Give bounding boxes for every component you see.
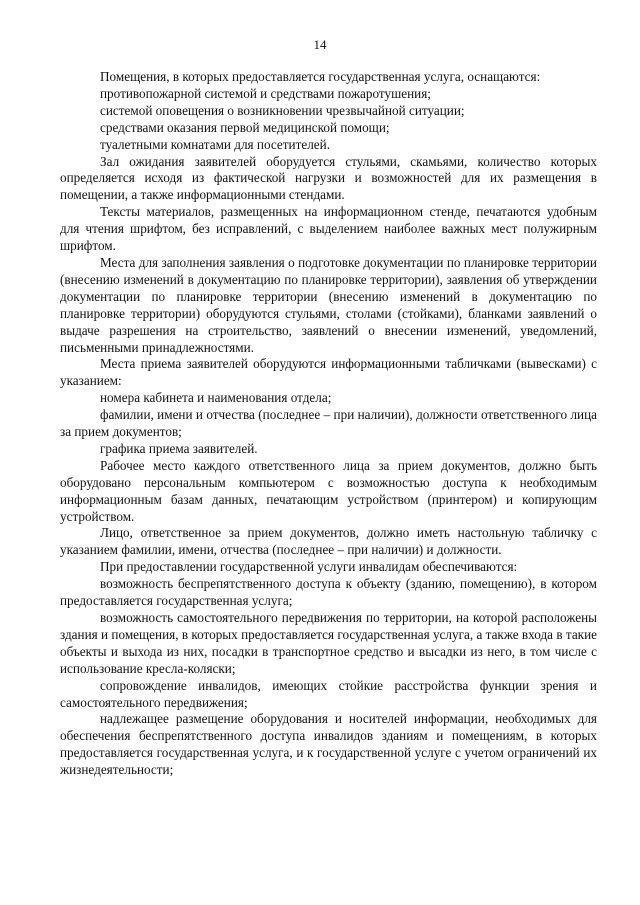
list-item: противопожарной системой и средствами пожаротушения; <box>100 85 431 101</box>
paragraph: Тексты материалов, размещенных на информационном стенде, печатаются удобным для чтения шрифтом, без исправлений, с выделением наиболее важных мест полужирным шрифтом. <box>60 204 597 254</box>
list-item: номера кабинета и наименования отдела; <box>100 390 332 406</box>
paragraph: Лицо, ответственное за прием документов, должно иметь настольную табличку с указанием фамилии, имени, отчества (последнее – при наличии) и должности. <box>60 525 597 558</box>
page-number: 14 <box>313 37 327 52</box>
list-item: графика приема заявителей. <box>100 440 258 456</box>
paragraph: Зал ожидания заявителей оборудуется стульями, скамьями, количество которых определяется исходя из фактической нагрузки и возможностей для их размещения в помещении, а также информационными стендами. <box>60 153 597 203</box>
paragraph: Места приема заявителей оборудуются информационными табличками (вывесками) с указанием: <box>60 356 597 389</box>
paragraph: Помещения, в которых предоставляется государственная услуга, оснащаются: <box>100 69 541 84</box>
paragraph: При предоставлении государственной услуги инвалидам обеспечиваются: <box>100 559 518 575</box>
list-item: фамилии, имени и отчества (последнее – при наличии), должности ответственного лица за прием документов; <box>60 407 597 440</box>
list-item: средствами оказания первой медицинской помощи; <box>100 119 390 135</box>
paragraph: Рабочее место каждого ответственного лица за прием документов, должно быть оборудовано персональным компьютером с возможностью доступа к необходимым информационным базам данных, печатающим устройством (принтером) и копирующим устройством. <box>60 457 597 524</box>
list-item: возможность беспрепятственного доступа к объекту (зданию, помещению), в котором предоставляется государственная услуга; <box>60 576 597 609</box>
list-item: надлежащее размещение оборудования и носителей информации, необходимых для обеспечения беспрепятственного доступа инвалидов зданиям и помещениям, в которых предоставляется государственная услуга, и к государственной услуге с учетом ограничений их жизнедеятельности; <box>60 711 597 778</box>
list-item: возможность самостоятельного передвижения по территории, на которой расположены здания и помещения, в которых предоставляется государственная услуга, а также входа в такие объекты и выхода из них, посадки в транспортное средство и высадки из него, в том числе с использование кресла-коляски; <box>60 610 597 676</box>
document-body <box>60 69 597 779</box>
list-item: системой оповещения о возникновении чрезвычайной ситуации; <box>100 102 465 118</box>
list-item: туалетными комнатами для посетителей. <box>100 136 330 152</box>
list-item: сопровождение инвалидов, имеющих стойкие расстройства функции зрения и самостоятельного передвижения; <box>60 677 597 710</box>
paragraph: Места для заполнения заявления о подготовке документации по планировке территории (внесению изменений в документацию по планировке территории), заявления об утверждении документации по планировке территории (внесению изменений в документацию по планировке территории) оборудуются стульями, столами (стойками), бланками заявлений о выдаче разрешения на строительство, заявлений о внесении изменений, уведомлений, письменными принадлежностями. <box>60 254 597 355</box>
